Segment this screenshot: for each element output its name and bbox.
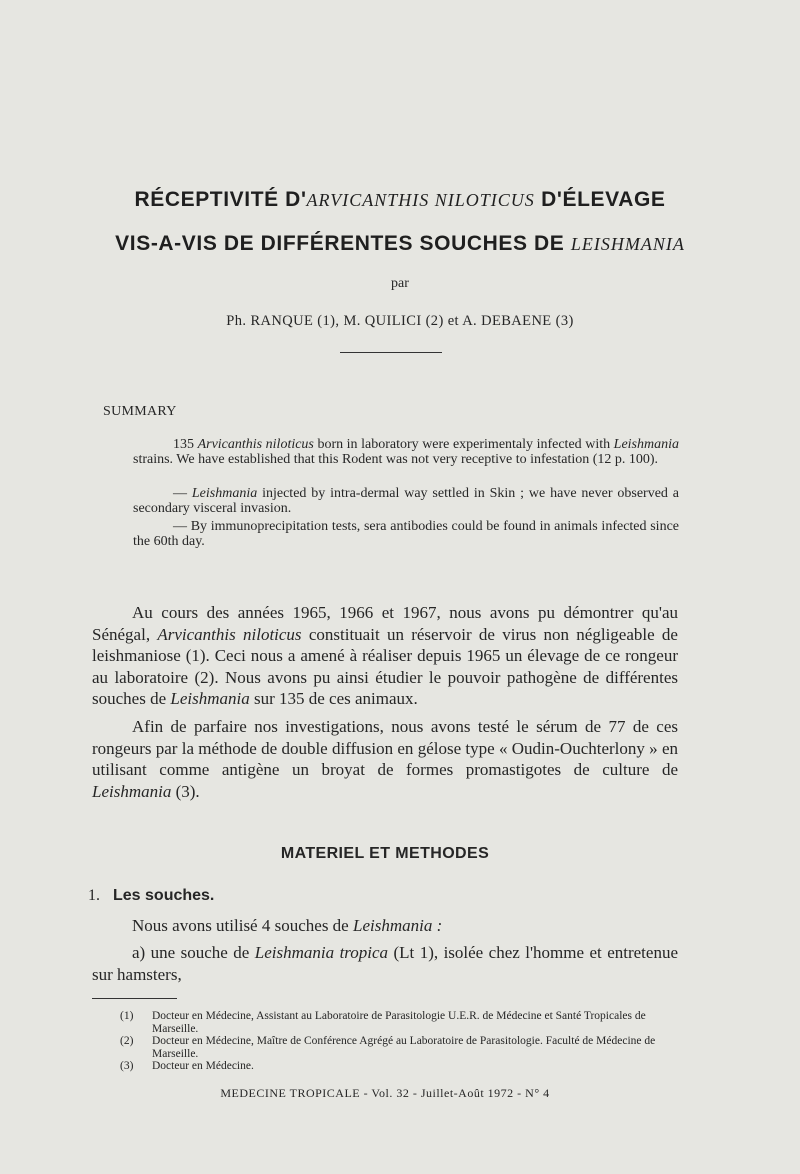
title-text: D'ÉLEVAGE	[534, 188, 666, 211]
footnotes	[120, 1010, 672, 1073]
authors: Ph. RANQUE (1), M. QUILICI (2) et A. DEBAENE (3)	[226, 313, 574, 329]
footnote: (3) Docteur en Médecine.	[120, 1060, 254, 1072]
summary-paragraph: — Leishmania injected by intra-dermal way settled in Skin ; we have never observed a secondary visceral invasion.	[133, 486, 679, 516]
summary-paragraph: — By immunoprecipitation tests, sera antibodies could be found in animals infected since the 60th day.	[133, 519, 679, 549]
summary-paragraph: 135 Arvicanthis niloticus born in laboratory were experimentaly infected with Leishmania strains. We have established that this Rodent was not very receptive to infestation (12 p. 100).	[133, 437, 680, 467]
footnote-divider	[92, 998, 177, 999]
body-paragraph: Nous avons utilisé 4 souches de Leishmania :	[132, 916, 443, 935]
par-word: par	[391, 276, 409, 291]
article-title-line-2	[80, 232, 720, 256]
title-species: ARVICANTHIS NILOTICUS	[306, 190, 535, 210]
body-paragraph: Afin de parfaire nos investigations, nous avons testé le sérum de 77 de ces rongeurs par la méthode de double diffusion en gélose type « Oudin-Ouchterlony » en utilisant comme antigène un broyat de formes promastigotes de culture de Leishmania (3).	[92, 717, 678, 801]
body-paragraph: a) une souche de Leishmania tropica (Lt 1), isolée chez l'homme et entretenue sur hamsters,	[92, 943, 678, 984]
subsection-heading: 1. Les souches.	[88, 887, 215, 904]
section-heading: MATERIEL ET METHODES	[280, 845, 490, 862]
title-genus: LEISHMANIA	[570, 234, 685, 254]
summary-heading: SUMMARY	[103, 404, 177, 419]
title-text: VIS-A-VIS DE DIFFÉRENTES SOUCHES DE	[115, 232, 571, 255]
title-text: RÉCEPTIVITÉ D'	[134, 188, 307, 211]
footnote: (2) Docteur en Médecine, Maître de Conférence Agrégé au Laboratoire de Parasitologie. Faculté de Médecine de Marseille.	[120, 1035, 656, 1060]
journal-footer: MEDECINE TROPICALE - Vol. 32 - Juillet-Août 1972 - N° 4	[220, 1086, 550, 1100]
article-title-line-1	[80, 188, 720, 212]
body-paragraph: Au cours des années 1965, 1966 et 1967, nous avons pu démontrer qu'au Sénégal, Arvicanthis niloticus constituait un réservoir de virus non négligeable de leishmaniose (1). Ceci nous a amené à réaliser depuis 1965 un élevage de ce rongeur au laboratoire (2). Nous avons pu ainsi étudier le pouvoir pathogène de différentes souches de Leishmania sur 135 de ces animaux.	[92, 603, 678, 708]
footnote: (1) Docteur en Médecine, Assistant au Laboratoire de Parasitologie U.E.R. de Médecine et Santé Tropicales de Marseille.	[120, 1010, 646, 1035]
title-divider	[340, 352, 442, 353]
